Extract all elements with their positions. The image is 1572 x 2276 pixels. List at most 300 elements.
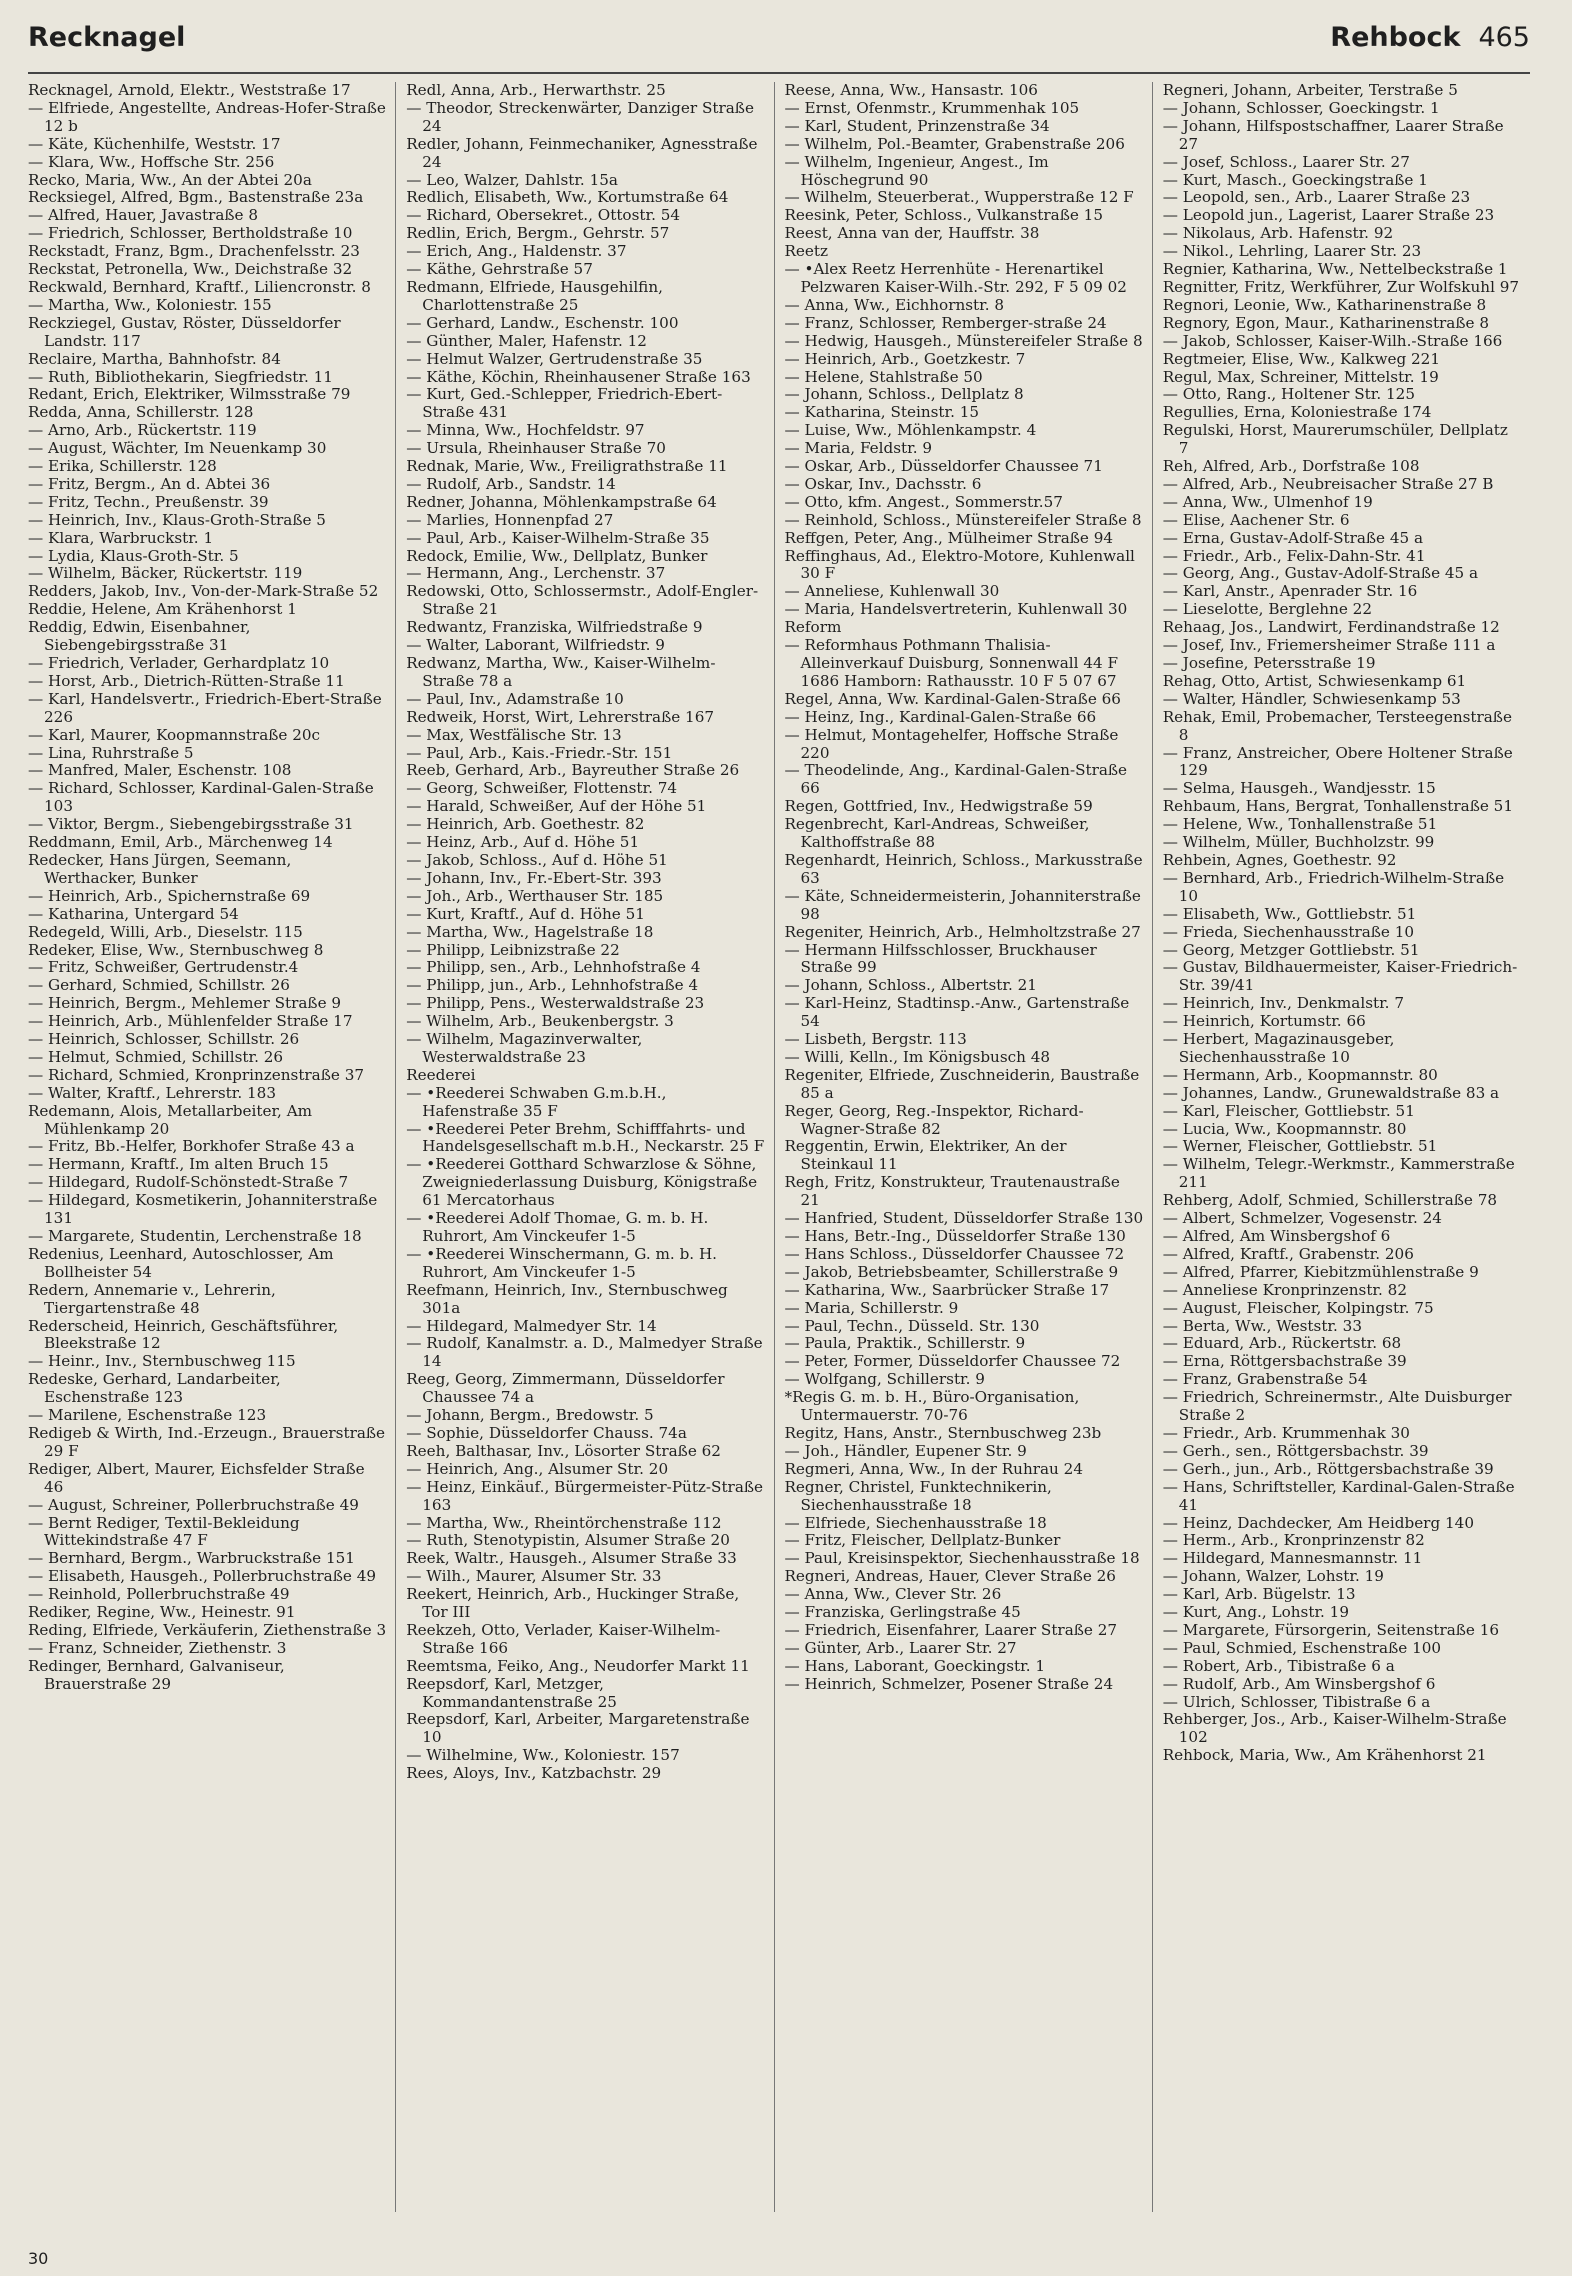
directory-entry: — Otto, kfm. Angest., Sommerstr.57 <box>784 492 1063 511</box>
directory-entry: — Ruth, Stenotypistin, Alsumer Straße 20 <box>406 1531 730 1550</box>
directory-entry: — Heinrich, Inv., Klaus-Groth-Straße 5 <box>28 510 326 529</box>
directory-entry: — Anna, Ww., Clever Str. 26 <box>784 1585 1002 1604</box>
directory-entry: — Hildegard, Mannesmannstr. 11 <box>1162 1549 1423 1568</box>
directory-entry: — Heinrich, Arb. Goethestr. 82 <box>406 815 645 834</box>
directory-entry: Rednak, Marie, Ww., Freiligrathstraße 11 <box>406 457 728 476</box>
directory-entry: — Wilhelm, Ingenieur, Angest., Im Höschegrund 90 <box>784 152 1049 189</box>
directory-entry: Regmeri, Anna, Ww., In der Ruhrau 24 <box>784 1459 1083 1478</box>
directory-entry: — Helmut, Montagehelfer, Hoffsche Straße 220 <box>784 725 1119 762</box>
directory-entry: — Heinrich, Kortumstr. 66 <box>1162 1012 1366 1031</box>
directory-entry: Redner, Johanna, Möhlenkampstraße 64 <box>406 492 717 511</box>
directory-entry: — Paul, Arb., Kaiser-Wilhelm-Straße 35 <box>406 528 710 547</box>
directory-entry: Regeniter, Elfriede, Zuschneiderin, Baustraße 85 a <box>784 1065 1140 1102</box>
header-first-entry: Recknagel <box>28 22 186 53</box>
directory-entry: Regen, Gottfried, Inv., Hedwigstraße 59 <box>784 797 1093 816</box>
directory-entry: — Josefine, Petersstraße 19 <box>1162 654 1376 672</box>
directory-entry: Rehberger, Jos., Arb., Kaiser-Wilhelm-Straße 102 <box>1162 1710 1507 1747</box>
directory-entry: Redigeb & Wirth, Ind.-Erzeugn., Brauerstraße 29 F <box>28 1423 386 1460</box>
directory-entry: Recko, Maria, Ww., An der Abtei 20a <box>28 170 312 189</box>
directory-entry: — Katharina, Untergard 54 <box>28 904 239 923</box>
directory-entry: — Klara, Ww., Hoffsche Str. 256 <box>28 152 275 171</box>
directory-entry: Reeb, Gerhard, Arb., Bayreuther Straße 26 <box>406 761 740 780</box>
directory-entry: — Friedr., Arb., Felix-Dahn-Str. 41 <box>1162 546 1426 565</box>
directory-entry: — Gerhard, Landw., Eschenstr. 100 <box>406 313 679 332</box>
directory-entry: Redinger, Bernhard, Galvaniseur, Brauerstraße 29 <box>28 1656 285 1693</box>
directory-entry: — Johann, Schloss., Dellplatz 8 <box>784 385 1024 404</box>
directory-entry: Rehberg, Adolf, Schmied, Schillerstraße 78 <box>1162 1191 1498 1210</box>
directory-entry: — Martha, Ww., Koloniestr. 155 <box>28 295 272 314</box>
directory-entry: — Walter, Laborant, Wilfriedstr. 9 <box>406 636 665 655</box>
directory-entry: — Manfred, Maler, Eschenstr. 108 <box>28 761 292 780</box>
directory-entry: — •Reederei Peter Brehm, Schifffahrts- und Handelsgesellschaft m.b.H., Neckarstr. 25 F <box>406 1119 765 1156</box>
directory-entry: — Ursula, Rheinhauser Straße 70 <box>406 439 666 458</box>
directory-entry: — Heinrich, Ang., Alsumer Str. 20 <box>406 1459 669 1478</box>
directory-entry: Reffinghaus, Ad., Elektro-Motore, Kuhlenwall 30 F <box>784 546 1135 583</box>
directory-entry: Regeniter, Heinrich, Arb., Helmholtzstraße 27 <box>784 922 1141 941</box>
directory-entry: — Richard, Schlosser, Kardinal-Galen-Straße 103 <box>28 779 374 816</box>
directory-entry: Redmann, Elfriede, Hausgehilfin, Charlottenstraße 25 <box>406 277 663 314</box>
directory-entry: — Leopold jun., Lagerist, Laarer Straße 23 <box>1162 206 1495 225</box>
directory-entry: Regnitter, Fritz, Werkführer, Zur Wolfskuhl 97 <box>1162 277 1520 296</box>
directory-entry: — Alfred, Pfarrer, Kiebitzmühlenstraße 9 <box>1162 1262 1479 1281</box>
page-number: 465 <box>1478 22 1530 53</box>
directory-entry: Reefmann, Heinrich, Inv., Sternbuschweg 301a <box>406 1280 728 1317</box>
directory-entry: Reh, Alfred, Arb., Dorfstraße 108 <box>1162 457 1420 476</box>
directory-entry: — Hildegard, Rudolf-Schönstedt-Straße 7 <box>28 1173 349 1192</box>
directory-entry: — Lucia, Ww., Koopmannstr. 80 <box>1162 1119 1407 1138</box>
columns <box>28 82 1530 2212</box>
directory-entry: — Georg, Schweißer, Flottenstr. 74 <box>406 779 678 798</box>
directory-entry: — Karl, Fleischer, Gottliebstr. 51 <box>1162 1101 1415 1120</box>
directory-entry: Rehbock, Maria, Ww., Am Krähenhorst 21 <box>1162 1746 1487 1765</box>
directory-entry: Reeh, Balthasar, Inv., Lösorter Straße 62 <box>406 1441 721 1460</box>
directory-entry: — Hans Schloss., Düsseldorfer Chaussee 72 <box>784 1244 1125 1263</box>
directory-entry: — Walter, Kraftf., Lehrerstr. 183 <box>28 1083 276 1102</box>
directory-entry: — Franz, Schlosser, Remberger-straße 24 <box>784 313 1107 332</box>
directory-entry: Regnori, Leonie, Ww., Katharinenstraße 8 <box>1162 295 1487 314</box>
directory-entry: Reform <box>784 618 842 637</box>
directory-entry: — Heinrich, Arb., Spichernstraße 69 <box>28 886 311 905</box>
directory-entry: — Fritz, Fleischer, Dellplatz-Bunker <box>784 1531 1061 1550</box>
directory-entry: Reddie, Helene, Am Krähenhorst 1 <box>28 600 297 619</box>
directory-entry: — Franziska, Gerlingstraße 45 <box>784 1603 1021 1622</box>
directory-entry: — Fritz, Bb.-Helfer, Borkhofer Straße 43 a <box>28 1137 355 1156</box>
directory-entry: — Friedrich, Verlader, Gerhardplatz 10 <box>28 654 330 672</box>
directory-entry: — Jakob, Betriebsbeamter, Schillerstraße 9 <box>784 1262 1119 1281</box>
directory-entry: — Wilhelm, Müller, Buchholzstr. 99 <box>1162 833 1435 852</box>
directory-entry: — Rudolf, Kanalmstr. a. D., Malmedyer Straße 14 <box>406 1334 763 1371</box>
directory-entry: — Maria, Handelsvertreterin, Kuhlenwall 30 <box>784 600 1128 619</box>
directory-entry: — Leopold, sen., Arb., Laarer Straße 23 <box>1162 188 1471 207</box>
directory-entry: — Theodelinde, Ang., Kardinal-Galen-Straße 66 <box>784 761 1128 798</box>
directory-entry: Reclaire, Martha, Bahnhofstr. 84 <box>28 349 281 368</box>
directory-entry: Redda, Anna, Schillerstr. 128 <box>28 403 254 422</box>
directory-entry: — Karl, Handelsvertr., Friedrich-Ebert-Straße 226 <box>28 689 382 726</box>
directory-entry: — Kurt, Masch., Goeckingstraße 1 <box>1162 170 1428 189</box>
directory-entry: Rehaag, Jos., Landwirt, Ferdinandstraße 12 <box>1162 618 1500 637</box>
directory-entry: Redenius, Leenhard, Autoschlosser, Am Bollheister 54 <box>28 1244 334 1281</box>
directory-entry: — Hildegard, Malmedyer Str. 14 <box>406 1316 657 1335</box>
directory-entry: — •Reederei Schwaben G.m.b.H., Hafenstraße 35 F <box>406 1083 667 1120</box>
directory-entry: — Heinrich, Arb., Goetzkestr. 7 <box>784 349 1026 368</box>
directory-entry: — Heinz, Ing., Kardinal-Galen-Straße 66 <box>784 707 1097 726</box>
directory-entry: — Philipp, Pens., Westerwaldstraße 23 <box>406 994 705 1013</box>
directory-entry: — Willi, Kelln., Im Königsbusch 48 <box>784 1047 1051 1066</box>
directory-entry: — •Reederei Adolf Thomae, G. m. b. H. Ruhrort, Am Vinckeufer 1-5 <box>406 1209 709 1245</box>
directory-entry: — •Reederei Gotthard Schwarzlose & Söhne, Zweigniederlassung Duisburg, Königstraße 61 Mercatorhaus <box>406 1155 758 1210</box>
directory-entry: Reddmann, Emil, Arb., Märchenweg 14 <box>28 833 333 852</box>
directory-entry: — Lydia, Klaus-Groth-Str. 5 <box>28 546 239 565</box>
directory-entry: — Bernhard, Arb., Friedrich-Wilhelm-Straße 10 <box>1162 868 1505 905</box>
directory-entry: — Ulrich, Schlosser, Tibistraße 6 a <box>1162 1692 1431 1711</box>
directory-entry: Redant, Erich, Elektriker, Wilmsstraße 79 <box>28 385 351 404</box>
directory-entry: — Elise, Aachener Str. 6 <box>1162 510 1350 529</box>
directory-entry: — Rudolf, Arb., Am Winsbergshof 6 <box>1162 1674 1436 1693</box>
directory-entry: Rehag, Otto, Artist, Schwiesenkamp 61 <box>1162 671 1467 690</box>
directory-entry: — Margarete, Studentin, Lerchenstraße 18 <box>28 1227 362 1245</box>
directory-entry: — Karl, Arb. Bügelstr. 13 <box>1162 1585 1356 1604</box>
directory-entry: Rediker, Regine, Ww., Heinestr. 91 <box>28 1603 296 1622</box>
directory-entry: — Wolfgang, Schillerstr. 9 <box>784 1370 985 1389</box>
directory-entry: Regner, Christel, Funktechnikerin, Siechenhausstraße 18 <box>784 1477 1052 1514</box>
directory-entry: — Helmut Walzer, Gertrudenstraße 35 <box>406 349 703 368</box>
directory-entry: — Erich, Ang., Haldenstr. 37 <box>406 242 627 261</box>
directory-entry: — Wilh., Maurer, Alsumer Str. 33 <box>406 1567 662 1586</box>
directory-entry: — Karl, Anstr., Apenrader Str. 16 <box>1162 582 1418 601</box>
directory-entry: — Heinrich, Schlosser, Schillstr. 26 <box>28 1030 300 1049</box>
directory-entry: — Günther, Maler, Hafenstr. 12 <box>406 331 647 350</box>
directory-entry: — Viktor, Bergm., Siebengebirgsstraße 31 <box>28 815 354 834</box>
directory-entry: — Wilhelm, Steuerberat., Wupperstraße 12 F <box>784 188 1134 207</box>
directory-entry: Redeker, Elise, Ww., Sternbuschweg 8 <box>28 940 324 959</box>
directory-entry: — Erna, Röttgersbachstraße 39 <box>1162 1352 1407 1371</box>
directory-entry: — Alfred, Am Winsbergshof 6 <box>1162 1227 1391 1245</box>
directory-entry: — Elisabeth, Ww., Gottliebstr. 51 <box>1162 904 1417 923</box>
directory-entry: — Friedr., Arb. Krummenhak 30 <box>1162 1423 1410 1442</box>
directory-entry: Redders, Jakob, Inv., Von-der-Mark-Straße 52 <box>28 582 379 601</box>
header-last-entry: Rehbock <box>1330 22 1461 53</box>
directory-entry: — Wilhelm, Bäcker, Rückertstr. 119 <box>28 564 303 583</box>
directory-entry: Regitz, Hans, Anstr., Sternbuschweg 23b <box>784 1423 1102 1442</box>
directory-entry: — Wilhelm, Telegr.-Werkmstr., Kammerstraße 211 <box>1162 1155 1515 1192</box>
directory-entry: — Hans, Betr.-Ing., Düsseldorfer Straße 130 <box>784 1227 1126 1245</box>
directory-entry: — Johann, Inv., Fr.-Ebert-Str. 393 <box>406 868 662 887</box>
directory-entry: — Friedrich, Eisenfahrer, Laarer Straße 27 <box>784 1620 1118 1639</box>
directory-entry: Redecker, Hans Jürgen, Seemann, Werthacker, Bunker <box>28 850 292 887</box>
directory-entry: Reesink, Peter, Schloss., Vulkanstraße 15 <box>784 206 1103 225</box>
directory-entry: — Wilhelmine, Ww., Koloniestr. 157 <box>406 1746 680 1765</box>
directory-entry: — •Alex Reetz Herrenhüte - Herenartikel Pelzwaren Kaiser-Wilh.-Str. 292, F 5 09 02 <box>784 260 1127 296</box>
directory-entry: Rehbaum, Hans, Bergrat, Tonhallenstraße 51 <box>1162 797 1513 816</box>
directory-entry: — Ernst, Ofenmstr., Krummenhak 105 <box>784 98 1080 117</box>
directory-entry: — Oskar, Inv., Dachsstr. 6 <box>784 474 982 493</box>
directory-entry: — Erika, Schillerstr. 128 <box>28 457 217 476</box>
directory-entry: Recksiegel, Alfred, Bgm., Bastenstraße 23a <box>28 188 364 207</box>
directory-entry: — Herbert, Magazinausgeber, Siechenhausstraße 10 <box>1162 1030 1395 1066</box>
directory-entry: Redl, Anna, Arb., Herwarthstr. 25 <box>406 82 666 99</box>
directory-entry: — Georg, Ang., Gustav-Adolf-Straße 45 a <box>1162 564 1479 583</box>
directory-entry: — Hedwig, Hausgeh., Münstereifeler Straße 8 <box>784 331 1143 350</box>
directory-entry: Reese, Anna, Ww., Hansastr. 106 <box>784 82 1038 99</box>
directory-entry: — Hanfried, Student, Düsseldorfer Straße 130 <box>784 1209 1144 1228</box>
directory-entry: — Jakob, Schlosser, Kaiser-Wilh.-Straße 166 <box>1162 331 1503 350</box>
directory-entry: Reetz <box>784 242 829 261</box>
directory-entry: Regul, Max, Schreiner, Mittelstr. 19 <box>1162 367 1439 386</box>
directory-entry: — Marlies, Honnenpfad 27 <box>406 510 614 529</box>
directory-entry: — Wilhelm, Arb., Beukenbergstr. 3 <box>406 1012 674 1031</box>
directory-entry: — Rudolf, Arb., Sandstr. 14 <box>406 474 616 493</box>
directory-entry: — Käthe, Köchin, Rheinhausener Straße 163 <box>406 367 751 386</box>
directory-entry: — Helene, Stahlstraße 50 <box>784 367 983 386</box>
directory-entry: — Helene, Ww., Tonhallenstraße 51 <box>1162 815 1438 834</box>
directory-entry: — August, Fleischer, Kolpingstr. 75 <box>1162 1298 1434 1317</box>
directory-entry: — Elfriede, Angestellte, Andreas-Hofer-Straße 12 b <box>28 98 386 135</box>
directory-entry: — Philipp, Leibnizstraße 22 <box>406 940 620 959</box>
directory-entry: — Alfred, Hauer, Javastraße 8 <box>28 206 259 225</box>
directory-entry: — Oskar, Arb., Düsseldorfer Chaussee 71 <box>784 457 1103 476</box>
directory-entry: — Johann, Schloss., Albertstr. 21 <box>784 976 1037 995</box>
directory-entry: — Leo, Walzer, Dahlstr. 15a <box>406 170 618 189</box>
directory-entry: Regneri, Johann, Arbeiter, Terstraße 5 <box>1162 82 1458 99</box>
directory-entry: — Hildegard, Kosmetikerin, Johanniterstraße 131 <box>28 1191 378 1228</box>
directory-entry: — Gerh., jun., Arb., Röttgersbachstraße 39 <box>1162 1459 1494 1478</box>
directory-entry: — Lina, Ruhrstraße 5 <box>28 743 194 762</box>
directory-entry: — Joh., Arb., Werthauser Str. 185 <box>406 886 664 905</box>
directory-entry: — Heinz, Arb., Auf d. Höhe 51 <box>406 833 640 852</box>
directory-entry: — Fritz, Techn., Preußenstr. 39 <box>28 492 269 511</box>
directory-entry: — Fritz, Schweißer, Gertrudenstr.4 <box>28 958 299 977</box>
directory-entry: Reekert, Heinrich, Arb., Huckinger Straße, Tor III <box>406 1585 740 1622</box>
directory-entry: Redwantz, Franziska, Wilfriedstraße 9 <box>406 618 703 637</box>
directory-entry: — Kurt, Ged.-Schlepper, Friedrich-Ebert-Straße 431 <box>406 385 723 422</box>
directory-entry: — Philipp, jun., Arb., Lehnhofstraße 4 <box>406 976 699 995</box>
directory-entry: — Hermann, Arb., Koopmannstr. 80 <box>1162 1065 1438 1084</box>
directory-entry: — August, Wächter, Im Neuenkamp 30 <box>28 439 327 458</box>
directory-entry: Regel, Anna, Ww. Kardinal-Galen-Straße 66 <box>784 689 1121 708</box>
directory-entry: — Käthe, Gehrstraße 57 <box>406 260 593 279</box>
directory-entry: Regullies, Erna, Koloniestraße 174 <box>1162 403 1432 422</box>
directory-entry: Redemann, Alois, Metallarbeiter, Am Mühlenkamp 20 <box>28 1101 313 1138</box>
directory-entry: — Heinr., Inv., Sternbuschweg 115 <box>28 1352 296 1371</box>
directory-entry: — Albert, Schmelzer, Vogesenstr. 24 <box>1162 1209 1442 1228</box>
directory-entry: Reggentin, Erwin, Elektriker, An der Steinkaul 11 <box>784 1137 1067 1174</box>
directory-entry: *Regis G. m. b. H., Büro-Organisation, Untermauerstr. 70-76 <box>784 1388 1080 1425</box>
directory-entry: Reepsdorf, Karl, Metzger, Kommandantenstraße 25 <box>406 1674 617 1711</box>
directory-entry: — Joh., Händler, Eupener Str. 9 <box>784 1441 1027 1460</box>
directory-entry: — Luise, Ww., Möhlenkampstr. 4 <box>784 421 1037 440</box>
directory-entry: — Kurt, Kraftf., Auf d. Höhe 51 <box>406 904 645 923</box>
directory-entry: — Franz, Grabenstraße 54 <box>1162 1370 1368 1389</box>
directory-entry: — Johannes, Landw., Grunewaldstraße 83 a <box>1162 1083 1500 1102</box>
directory-entry: — Kurt, Ang., Lohstr. 19 <box>1162 1603 1350 1622</box>
directory-entry: — Katharina, Ww., Saarbrücker Straße 17 <box>784 1280 1110 1299</box>
directory-entry: — Minna, Ww., Hochfeldstr. 97 <box>406 421 645 440</box>
directory-entry: — Paul, Schmied, Eschenstraße 100 <box>1162 1638 1442 1657</box>
directory-entry: Regnory, Egon, Maur., Katharinenstraße 8 <box>1162 313 1489 332</box>
directory-entry: Redwanz, Martha, Ww., Kaiser-Wilhelm-Straße 78 a <box>406 654 716 690</box>
directory-entry: — Elfriede, Siechenhausstraße 18 <box>784 1513 1047 1532</box>
directory-entry: — Ruth, Bibliothekarin, Siegfriedstr. 11 <box>28 367 333 386</box>
directory-entry: — Bernt Rediger, Textil-Bekleidung Wittekindstraße 47 F <box>28 1513 300 1550</box>
directory-entry: Rederscheid, Heinrich, Geschäftsführer, Bleekstraße 12 <box>28 1316 339 1353</box>
directory-entry: — Käte, Schneidermeisterin, Johanniterstraße 98 <box>784 886 1141 923</box>
directory-entry: — Eduard, Arb., Rückertstr. 68 <box>1162 1334 1402 1353</box>
directory-entry: — Friedrich, Schreinermstr., Alte Duisburger Straße 2 <box>1162 1388 1512 1425</box>
directory-entry: — Helmut, Schmied, Schillstr. 26 <box>28 1047 284 1066</box>
directory-entry: Reepsdorf, Karl, Arbeiter, Margaretenstraße 10 <box>406 1710 750 1747</box>
directory-entry: — Nikolaus, Arb. Hafenstr. 92 <box>1162 224 1394 243</box>
directory-entry: — Robert, Arb., Tibistraße 6 a <box>1162 1656 1395 1675</box>
directory-entry: Reederei <box>406 1065 476 1084</box>
directory-entry: — Wilhelm, Magazinverwalter, Westerwaldstraße 23 <box>406 1030 643 1066</box>
directory-entry: — Theodor, Streckenwärter, Danziger Straße 24 <box>406 98 754 135</box>
directory-entry: Reger, Georg, Reg.-Inspektor, Richard-Wagner-Straße 82 <box>784 1101 1084 1138</box>
directory-entry: — Hans, Laborant, Goeckingstr. 1 <box>784 1656 1046 1675</box>
directory-entry: — Klara, Warbruckstr. 1 <box>28 528 214 547</box>
directory-entry: — Harald, Schweißer, Auf der Höhe 51 <box>406 797 707 816</box>
directory-entry: — Heinrich, Bergm., Mehlemer Straße 9 <box>28 994 342 1013</box>
directory-entry: — Richard, Obersekret., Ottostr. 54 <box>406 206 681 225</box>
directory-entry: Reckziegel, Gustav, Röster, Düsseldorfer Landstr. 117 <box>28 313 341 350</box>
directory-entry: Regenhardt, Heinrich, Schloss., Markusstraße 63 <box>784 850 1143 887</box>
directory-entry: Reddig, Edwin, Eisenbahner, Siebengebirgsstraße 31 <box>28 618 251 655</box>
directory-entry: — Johann, Schlosser, Goeckingstr. 1 <box>1162 98 1440 117</box>
directory-entry: — Richard, Schmied, Kronprinzenstraße 37 <box>28 1065 365 1084</box>
directory-entry: — Josef, Inv., Friemersheimer Straße 111 a <box>1162 636 1496 655</box>
directory-entry: Regnier, Katharina, Ww., Nettelbeckstraße 1 <box>1162 260 1508 279</box>
directory-entry: — Philipp, sen., Arb., Lehnhofstraße 4 <box>406 958 701 977</box>
directory-entry: Redweik, Horst, Wirt, Lehrerstraße 167 <box>406 707 715 726</box>
directory-entry: — Reformhaus Pothmann Thalisia-Alleinverkauf Duisburg, Sonnenwall 44 F 1686 Hamborn: Rathausstr. 10 F 5 07 67 <box>784 636 1119 690</box>
directory-entry: Regh, Fritz, Konstrukteur, Trautenaustraße 21 <box>784 1173 1120 1210</box>
directory-entry: Reckwald, Bernhard, Kraftf., Liliencronstr. 8 <box>28 277 371 296</box>
directory-entry: — August, Schreiner, Pollerbruchstraße 49 <box>28 1495 359 1514</box>
directory-entry: — Sophie, Düsseldorfer Chauss. 74a <box>406 1423 687 1442</box>
directory-entry: — Hermann, Ang., Lerchenstr. 37 <box>406 564 666 583</box>
directory-entry: — Martha, Ww., Rheintörchenstraße 112 <box>406 1513 722 1532</box>
directory-entry: — Alfred, Arb., Neubreisacher Straße 27 B <box>1162 474 1494 493</box>
directory-entry: — Josef, Schloss., Laarer Str. 27 <box>1162 152 1410 171</box>
directory-entry: — Günter, Arb., Laarer Str. 27 <box>784 1638 1017 1657</box>
header-last-entry-group <box>1330 22 1530 53</box>
directory-entry: — Arno, Arb., Rückertstr. 119 <box>28 421 257 440</box>
directory-entry: — Heinrich, Arb., Mühlenfelder Straße 17 <box>28 1012 353 1031</box>
directory-entry: Redegeld, Willi, Arb., Dieselstr. 115 <box>28 922 303 941</box>
directory-entry: Redlich, Elisabeth, Ww., Kortumstraße 64 <box>406 188 729 207</box>
directory-entry: — •Reederei Winschermann, G. m. b. H. Ruhrort, Am Vinckeufer 1-5 <box>406 1244 718 1281</box>
directory-entry: — Alfred, Kraftf., Grabenstr. 206 <box>1162 1244 1414 1263</box>
directory-entry: — Gerhard, Schmied, Schillstr. 26 <box>28 976 290 995</box>
footer-mark: 30 <box>28 2249 49 2268</box>
directory-entry: Reckstadt, Franz, Bgm., Drachenfelsstr. 23 <box>28 242 360 261</box>
directory-entry: Reffgen, Peter, Ang., Mülheimer Straße 94 <box>784 528 1114 547</box>
directory-entry: — Johann, Walzer, Lohstr. 19 <box>1162 1567 1384 1586</box>
directory-entry: — Margarete, Fürsorgerin, Seitenstraße 16 <box>1162 1620 1500 1639</box>
directory-entry: — Gerh., sen., Röttgersbachstr. 39 <box>1162 1441 1429 1460</box>
directory-entry: Redock, Emilie, Ww., Dellplatz, Bunker <box>406 546 708 565</box>
directory-entry: Redern, Annemarie v., Lehrerin, Tiergartenstraße 48 <box>28 1280 276 1317</box>
directory-entry: Regneri, Andreas, Hauer, Clever Straße 26 <box>784 1567 1116 1586</box>
directory-entry: — Marilene, Eschenstraße 123 <box>28 1406 267 1425</box>
directory-entry: Reest, Anna van der, Hauffstr. 38 <box>784 224 1040 243</box>
directory-entry: Regtmeier, Elise, Ww., Kalkweg 221 <box>1162 349 1440 368</box>
directory-entry: — Berta, Ww., Weststr. 33 <box>1162 1316 1363 1335</box>
directory-entry: Redlin, Erich, Bergm., Gehrstr. 57 <box>406 224 670 243</box>
directory-entry: — Fritz, Bergm., An d. Abtei 36 <box>28 474 271 493</box>
column-1 <box>28 82 396 2212</box>
directory-entry: — Karl, Student, Prinzenstraße 34 <box>784 116 1050 135</box>
directory-entry: — Jakob, Schloss., Auf d. Höhe 51 <box>406 850 668 869</box>
directory-entry: — Paula, Praktik., Schillerstr. 9 <box>784 1334 1026 1353</box>
directory-entry: — Heinz, Dachdecker, Am Heidberg 140 <box>1162 1513 1474 1532</box>
directory-entry: — Karl-Heinz, Stadtinsp.-Anw., Gartenstraße 54 <box>784 994 1130 1031</box>
directory-entry: — Selma, Hausgeh., Wandjesstr. 15 <box>1162 779 1436 798</box>
directory-entry: Reemtsma, Feiko, Ang., Neudorfer Markt 11 <box>406 1656 750 1675</box>
directory-entry: — Franz, Schneider, Ziethenstr. 3 <box>28 1638 287 1657</box>
directory-entry: Redowski, Otto, Schlossermstr., Adolf-Engler-Straße 21 <box>406 582 759 619</box>
directory-entry: — Otto, Rang., Holtener Str. 125 <box>1162 385 1415 404</box>
directory-entry: — Hermann, Kraftf., Im alten Bruch 15 <box>28 1155 329 1174</box>
directory-entry: — Gustav, Bildhauermeister, Kaiser-Friedrich-Str. 39/41 <box>1162 958 1518 995</box>
directory-entry: — Anna, Ww., Ulmenhof 19 <box>1162 492 1373 511</box>
directory-entry: — Johann, Hilfspostschaffner, Laarer Straße 27 <box>1162 116 1504 153</box>
directory-entry: — Frieda, Siechenhausstraße 10 <box>1162 922 1415 941</box>
directory-entry: — Georg, Metzger Gottliebstr. 51 <box>1162 940 1420 959</box>
directory-entry: — Anna, Ww., Eichhornstr. 8 <box>784 295 1005 314</box>
directory-entry: — Horst, Arb., Dietrich-Rütten-Straße 11 <box>28 671 345 690</box>
directory-entry: — Maria, Feldstr. 9 <box>784 439 933 458</box>
directory-entry: — Werner, Fleischer, Gottliebstr. 51 <box>1162 1137 1438 1156</box>
directory-entry: Redler, Johann, Feinmechaniker, Agnesstraße 24 <box>406 134 758 171</box>
directory-entry: — Anneliese Kronprinzenstr. 82 <box>1162 1280 1407 1299</box>
directory-entry: — Maria, Schillerstr. 9 <box>784 1298 959 1317</box>
column-2 <box>406 82 774 2212</box>
directory-entry: Rehbein, Agnes, Goethestr. 92 <box>1162 850 1397 869</box>
directory-entry: Rediger, Albert, Maurer, Eichsfelder Straße 46 <box>28 1459 365 1496</box>
directory-entry: — Lieselotte, Berglehne 22 <box>1162 600 1373 619</box>
directory-entry: — Walter, Händler, Schwiesenkamp 53 <box>1162 689 1461 708</box>
directory-entry: — Friedrich, Schlosser, Bertholdstraße 10 <box>28 224 353 243</box>
directory-entry: — Heinrich, Inv., Denkmalstr. 7 <box>1162 994 1405 1013</box>
directory-entry: Reckstat, Petronella, Ww., Deichstraße 32 <box>28 260 353 279</box>
directory-entry: — Reinhold, Schloss., Münstereifeler Straße 8 <box>784 510 1142 529</box>
directory-entry: — Martha, Ww., Hagelstraße 18 <box>406 922 654 941</box>
directory-entry: Reekzeh, Otto, Verlader, Kaiser-Wilhelm-Straße 166 <box>406 1620 721 1657</box>
directory-entry: — Hermann Hilfsschlosser, Bruckhauser Straße 99 <box>784 940 1097 977</box>
directory-entry: Regulski, Horst, Maurerumschüler, Dellplatz 7 <box>1162 421 1508 458</box>
page-header <box>28 22 1530 74</box>
directory-entry: — Katharina, Steinstr. 15 <box>784 403 980 422</box>
directory-entry: — Karl, Maurer, Koopmannstraße 20c <box>28 725 321 744</box>
directory-entry: — Reinhold, Pollerbruchstraße 49 <box>28 1585 290 1604</box>
directory-entry: — Bernhard, Bergm., Warbruckstraße 151 <box>28 1549 355 1568</box>
directory-entry: — Erna, Gustav-Adolf-Straße 45 a <box>1162 528 1424 547</box>
directory-entry: — Peter, Former, Düsseldorfer Chaussee 72 <box>784 1352 1121 1371</box>
directory-entry: — Nikol., Lehrling, Laarer Str. 23 <box>1162 242 1422 261</box>
column-4 <box>1163 82 1530 2212</box>
directory-entry: — Wilhelm, Pol.-Beamter, Grabenstraße 206 <box>784 134 1125 153</box>
directory-entry: — Max, Westfälische Str. 13 <box>406 725 622 744</box>
directory-entry: — Lisbeth, Bergstr. 113 <box>784 1030 967 1049</box>
directory-entry: — Heinz, Einkäuf., Bürgermeister-Pütz-Straße 163 <box>406 1477 764 1514</box>
directory-entry: Redeske, Gerhard, Landarbeiter, Eschenstraße 123 <box>28 1370 281 1407</box>
directory-entry: — Heinrich, Schmelzer, Posener Straße 24 <box>784 1674 1114 1693</box>
directory-entry: — Elisabeth, Hausgeh., Pollerbruchstraße 49 <box>28 1567 377 1586</box>
directory-entry: Reek, Waltr., Hausgeh., Alsumer Straße 33 <box>406 1549 737 1568</box>
directory-entry: — Paul, Arb., Kais.-Friedr.-Str. 151 <box>406 743 673 762</box>
directory-entry: — Herm., Arb., Kronprinzenstr 82 <box>1162 1531 1425 1550</box>
directory-entry: — Paul, Inv., Adamstraße 10 <box>406 689 624 708</box>
